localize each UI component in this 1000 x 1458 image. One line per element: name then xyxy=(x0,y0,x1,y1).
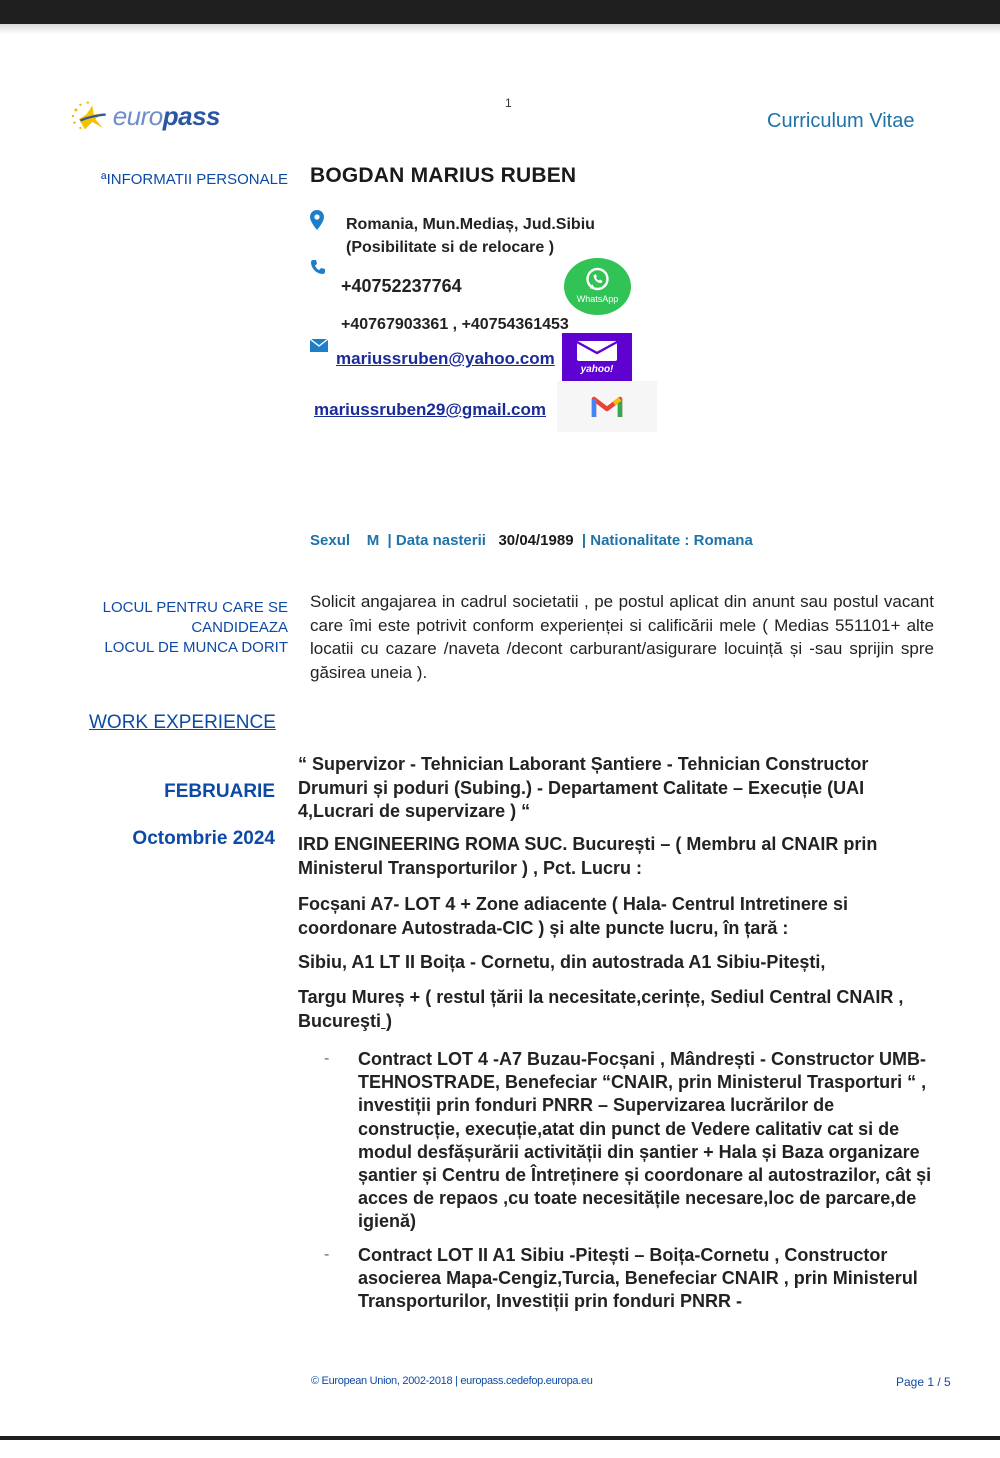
job-location-2: Sibiu, A1 LT II Boița - Cornetu, din autostrada A1 Sibiu-Pitești, xyxy=(298,952,826,972)
top-status-bar xyxy=(0,0,1000,24)
logo-text-euro: euro xyxy=(112,100,163,131)
bottom-edge-bar xyxy=(0,1436,1000,1458)
logo-text-pass: pass xyxy=(162,100,220,131)
cv-title: Curriculum Vitae xyxy=(767,110,915,132)
contract-item-1: Contract LOT 4 -A7 Buzau-Focșani , Mândrești - Constructor UMB-TEHNOSTRADE, Benefeciar “CNAIR, prin Ministerul Trasporturi “ , investiții prin fonduri PNRR – Supervizarea lucrărilor de construcție, execuție,atat din punct de Vedere calitativ cat si de modul desfășurării activității din șantier + Hala și Baza organizare șantier și Centru de Întreținere și coordonare al autostrazilor, cât și acces de repaos ,cu toate necesitățile necesare,loc de parcare,de igienă) xyxy=(358,1049,932,1232)
work-date-to: Octombrie 2024 xyxy=(132,828,275,849)
birth-value: 30/04/1989 xyxy=(498,532,574,549)
email-gmail-link[interactable]: mariussruben29@gmail.com xyxy=(314,400,546,419)
footer-page-number: Page 1 / 5 xyxy=(896,1375,951,1389)
candidate-name: BOGDAN MARIUS RUBEN xyxy=(310,164,577,187)
sex-value: M xyxy=(366,532,380,549)
europass-wordmark xyxy=(113,101,220,132)
whatsapp-label: WhatsApp xyxy=(576,294,619,304)
footer-copyright: © European Union, 2002-2018 | europass.cedefop.europa.eu xyxy=(311,1375,593,1387)
job-title: “ Supervizor - Tehnician Laborant Șantiere - Tehnician Constructor Drumuri și poduri (Subing.) - Departament Calitate – Execuție (UAI 4,Lucrari de supervizare ) “ xyxy=(298,754,869,821)
address xyxy=(346,213,595,259)
job-company: IRD ENGINEERING ROMA SUC. București – ( Membru al CNAIR prin Ministerul Transporturilor ) , Pct. Lucru : xyxy=(298,834,878,878)
job-location-3 xyxy=(298,986,938,1033)
work-experience-heading: WORK EXPERIENCE xyxy=(89,712,276,733)
desired-position-text: Solicit angajarea in cadrul societatii , pe postul aplicat din anunt sau postul vacant care îmi este potrivit conform experienței si calificării mele ( Medias 551101+ alte locatii cu cazare /naveta /decont carburant/asigurare locuință și -sau sprijin spre găsirea uneia ). xyxy=(310,592,934,682)
bullet-marker: - xyxy=(324,1050,330,1067)
page-number-top: 1 xyxy=(505,96,512,110)
yahoo-mail-icon[interactable] xyxy=(562,333,632,381)
contract-item-2: Contract LOT II A1 Sibiu -Pitești – Boița-Cornetu , Constructor asocierea Mapa-Cengiz,Turcia, Benefeciar CNAIR , prin Ministerul Transporturilor, Investiții prin fonduri PNRR - xyxy=(358,1245,918,1312)
desired-position-label xyxy=(60,598,288,658)
phones-other[interactable]: +40767903361 , +40754361453 xyxy=(341,316,569,333)
email-envelope-icon xyxy=(310,339,328,357)
europass-logo xyxy=(70,94,220,138)
email-yahoo-link[interactable]: mariussruben@yahoo.com xyxy=(336,349,555,368)
desired-position-label-line-1: LOCUL PENTRU CARE SE xyxy=(102,599,288,616)
yahoo-label: yahoo! xyxy=(580,364,614,375)
phone-main[interactable]: +40752237764 xyxy=(341,276,462,296)
job-location-3-end: ) xyxy=(381,1010,393,1031)
work-date-from: FEBRUARIE xyxy=(164,781,275,802)
address-line-1: Romania, Mun.Mediaș, Jud.Sibiu xyxy=(346,216,595,233)
whatsapp-icon[interactable] xyxy=(564,258,631,315)
sex-label: Sexul xyxy=(310,532,351,549)
bullet-marker: - xyxy=(324,1246,330,1263)
desired-position-label-line-2: CANDIDEAZA xyxy=(191,619,288,636)
page-top-shadow xyxy=(0,24,1000,34)
address-line-2: (Posibilitate si de relocare ) xyxy=(346,239,555,256)
nationality-value: Romana xyxy=(693,532,753,549)
gmail-icon[interactable] xyxy=(557,381,657,432)
desired-position-label-line-3: LOCUL DE MUNCA DORIT xyxy=(104,639,288,656)
job-location-1: Focșani A7- LOT 4 + Zone adiacente ( Hala- Centrul Intretinere si coordonare Autostrada-CIC ) și alte puncte lucru, în țară : xyxy=(298,894,848,938)
personal-meta-line xyxy=(310,532,753,549)
phone-icon xyxy=(310,259,326,280)
europass-star-figure-icon xyxy=(70,94,109,138)
personal-info-label: ªINFORMATII PERSONALE xyxy=(101,171,288,188)
location-pin-icon xyxy=(310,210,324,235)
nationality-label: | Nationalitate : xyxy=(581,532,690,549)
birth-label: | Data nasterii xyxy=(387,532,486,549)
job-location-3-main: Targu Mureș + ( restul țării la necesitate,cerințe, Sediul Central CNAIR , Bucureşti xyxy=(298,987,904,1031)
